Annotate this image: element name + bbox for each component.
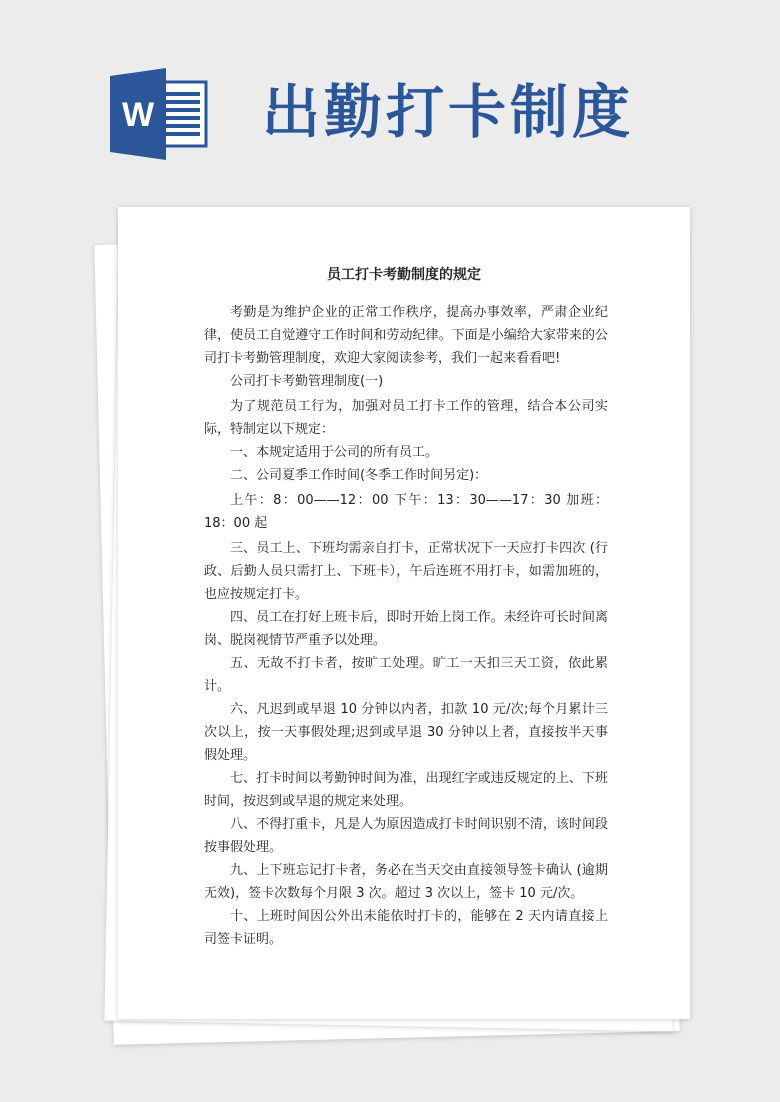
document-page	[118, 207, 690, 1019]
word-logo-icon	[110, 68, 208, 160]
paragraph-rule-9: 九、上下班忘记打卡者，务必在当天交由直接领导签卡确认 (逾期无效)，签卡次数每个月限 3 次。超过 3 次以上，签卡 10 元/次。	[204, 863, 608, 901]
paragraph-rule-2: 二、公司夏季工作时间(冬季工作时间另定)：	[230, 468, 488, 483]
document-body	[204, 301, 608, 951]
paragraph-purpose: 为了规范员工行为，加强对员工打卡工作的管理，结合本公司实际，特制定以下规定：	[204, 399, 608, 437]
paragraph-rule-5: 五、无故不打卡者，按旷工处理。旷工一天扣三天工资，依此累计。	[204, 656, 608, 694]
paragraph-intro: 考勤是为维护企业的正常工作秩序，提高办事效率，严肃企业纪律，使员工自觉遵守工作时间和劳动纪律。下面是小编给大家带来的公司打卡考勤管理制度，欢迎大家阅读参考，我们一起来看看吧!	[204, 305, 608, 366]
paragraph-rule-1: 一、本规定适用于公司的所有员工。	[230, 445, 439, 460]
banner-title: 出勤打卡制度	[262, 78, 635, 146]
paragraph-rule-8: 八、不得打重卡，凡是人为原因造成打卡时间识别不清，该时间段按事假处理。	[204, 817, 608, 855]
svg-text:W: W	[121, 96, 155, 134]
paragraph-rule-7: 七、打卡时间以考勤钟时间为准，出现红字或违反规定的上、下班时间，按迟到或早退的规定来处理。	[204, 771, 608, 809]
paragraph-rule-3: 三、员工上、下班均需亲自打卡，正常状况下一天应打卡四次 (行政、后勤人员只需打上、下班卡），午后连班不用打卡，如需加班的，也应按规定打卡。	[204, 541, 608, 602]
paragraph-rule-4: 四、员工在打好上班卡后，即时开始上岗工作。未经许可长时间离岗、脱岗视情节严重予以处理。	[204, 610, 608, 648]
paragraph-section-heading: 公司打卡考勤管理制度(一)	[230, 374, 384, 389]
paragraph-work-hours: 上午：8：00——12：00 下午：13：30——17：30 加班：18：00 起	[204, 493, 608, 531]
document-title: 员工打卡考勤制度的规定	[327, 267, 481, 283]
header-banner	[0, 0, 780, 200]
paragraph-rule-6: 六、凡迟到或早退 10 分钟以内者，扣款 10 元/次;每个月累计三次以上，按一天事假处理;迟到或早退 30 分钟以上者，直接按半天事假处理。	[204, 702, 608, 763]
paragraph-rule-10: 十、上班时间因公外出未能依时打卡的，能够在 2 天内请直接上司签卡证明。	[204, 909, 608, 947]
